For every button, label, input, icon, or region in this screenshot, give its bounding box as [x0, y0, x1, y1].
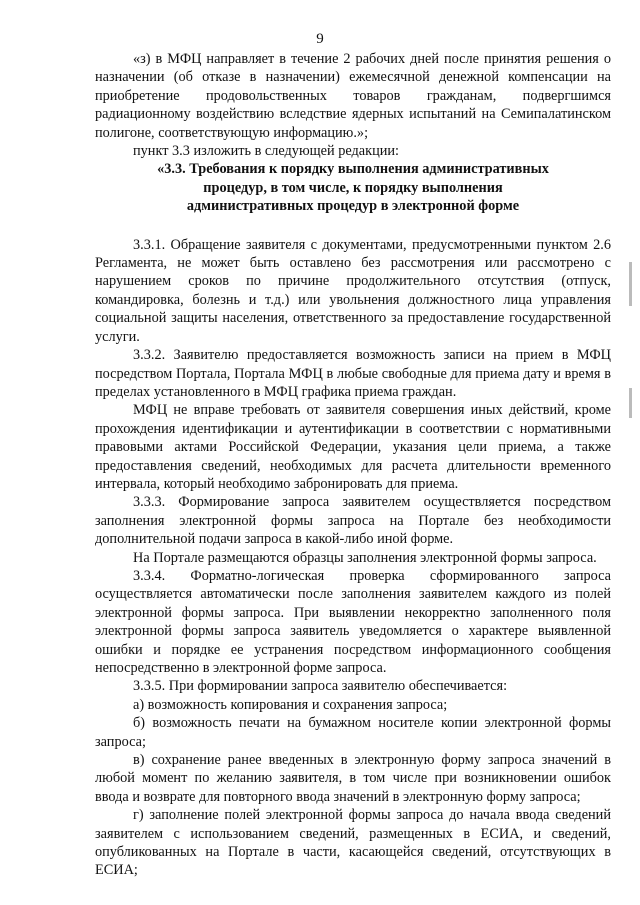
heading-line-3: административных процедур в электронной форме — [186, 198, 520, 215]
list-item-g: г) заполнение полей электронной формы запроса до начала ввода сведений заявителем с использованием сведений, размещенных в ЕСИА, и сведений, опубликованных на Портале в части, касающейся сведений, отсутствующих в ЕСИА; — [95, 807, 611, 879]
list-item-v: в) сохранение ранее введенных в электронную форму запроса значений в любой момент по желанию заявителя, в том числе при возникновении ошибок ввода и возврате для повторного ввода значений в электронную форму запроса; — [95, 752, 611, 805]
list-item-a: а) возможность копирования и сохранения запроса; — [133, 696, 448, 713]
paragraph-3-3-1: 3.3.1. Обращение заявителя с документами, предусмотренными пунктом 2.6 Регламента, не может быть оставлено без рассмотрения или рассмотрено с нарушением сроков по причине продолжительного отсутствия (отпуск, командировка, болезнь и т.д.) или увольнения должностного лица управления социальной защиты населения, ответственного за предоставление государственной услуги. — [95, 236, 611, 345]
scan-margin-mark — [629, 388, 632, 418]
document-body — [95, 50, 611, 880]
paragraph-amendment-z: «з) в МФЦ направляет в течение 2 рабочих дней после принятия решения о назначении (об отказе в назначении) ежемесячной денежной компенсации на приобретение продовольственных товаров гражданам, подвергшимся радиационному воздействию вследствие ядерных испытаний на Семипалатинском полигоне, соответствующую информацию.»; — [95, 51, 611, 141]
heading-line-2: процедур, в том числе, к порядку выполнения — [203, 179, 503, 196]
paragraph-3-3-3: 3.3.3. Формирование запроса заявителем осуществляется посредством заполнения электронной формы запроса на Портале без необходимости дополнительной подачи запроса в какой-либо иной форме. — [95, 494, 611, 548]
paragraph-portal-samples: На Портале размещаются образцы заполнения электронной формы запроса. — [133, 549, 597, 566]
scan-margin-mark — [629, 262, 632, 306]
list-item-b: б) возможность печати на бумажном носителе копии электронной формы запроса; — [95, 715, 611, 750]
section-heading — [95, 160, 611, 215]
paragraph-3-3-2: 3.3.2. Заявителю предоставляется возможность записи на прием в МФЦ посредством Портала, Портала МФЦ в любые свободные для приема дату и время в пределах установленного в МФЦ графика приема граждан. — [95, 347, 611, 400]
page-number: 9 — [316, 31, 324, 47]
paragraph-mfc-requirements: МФЦ не вправе требовать от заявителя совершения иных действий, кроме прохождения идентификации и аутентификации в соответствии с нормативными правовыми актами Российской Федерации, указания цели приема, а также предоставления сведений, необходимых для расчета длительности временного интервала, который необходимо забронировать для приема. — [95, 402, 611, 492]
paragraph-instruction: пункт 3.3 изложить в следующей редакции: — [133, 143, 400, 160]
heading-line-1: «3.3. Требования к порядку выполнения административных — [157, 161, 549, 178]
paragraph-3-3-5: 3.3.5. При формировании запроса заявителю обеспечивается: — [133, 678, 508, 695]
paragraph-3-3-4: 3.3.4. Форматно-логическая проверка сформированного запроса осуществляется автоматически после заполнения заявителем каждого из полей электронной формы запроса. При выявлении некорректно заполненного поля электронной формы запроса заявитель уведомляется о характере выявленной ошибки и порядке ее устранения посредством информационного сообщения непосредственно в электронной форме запроса. — [95, 567, 611, 676]
